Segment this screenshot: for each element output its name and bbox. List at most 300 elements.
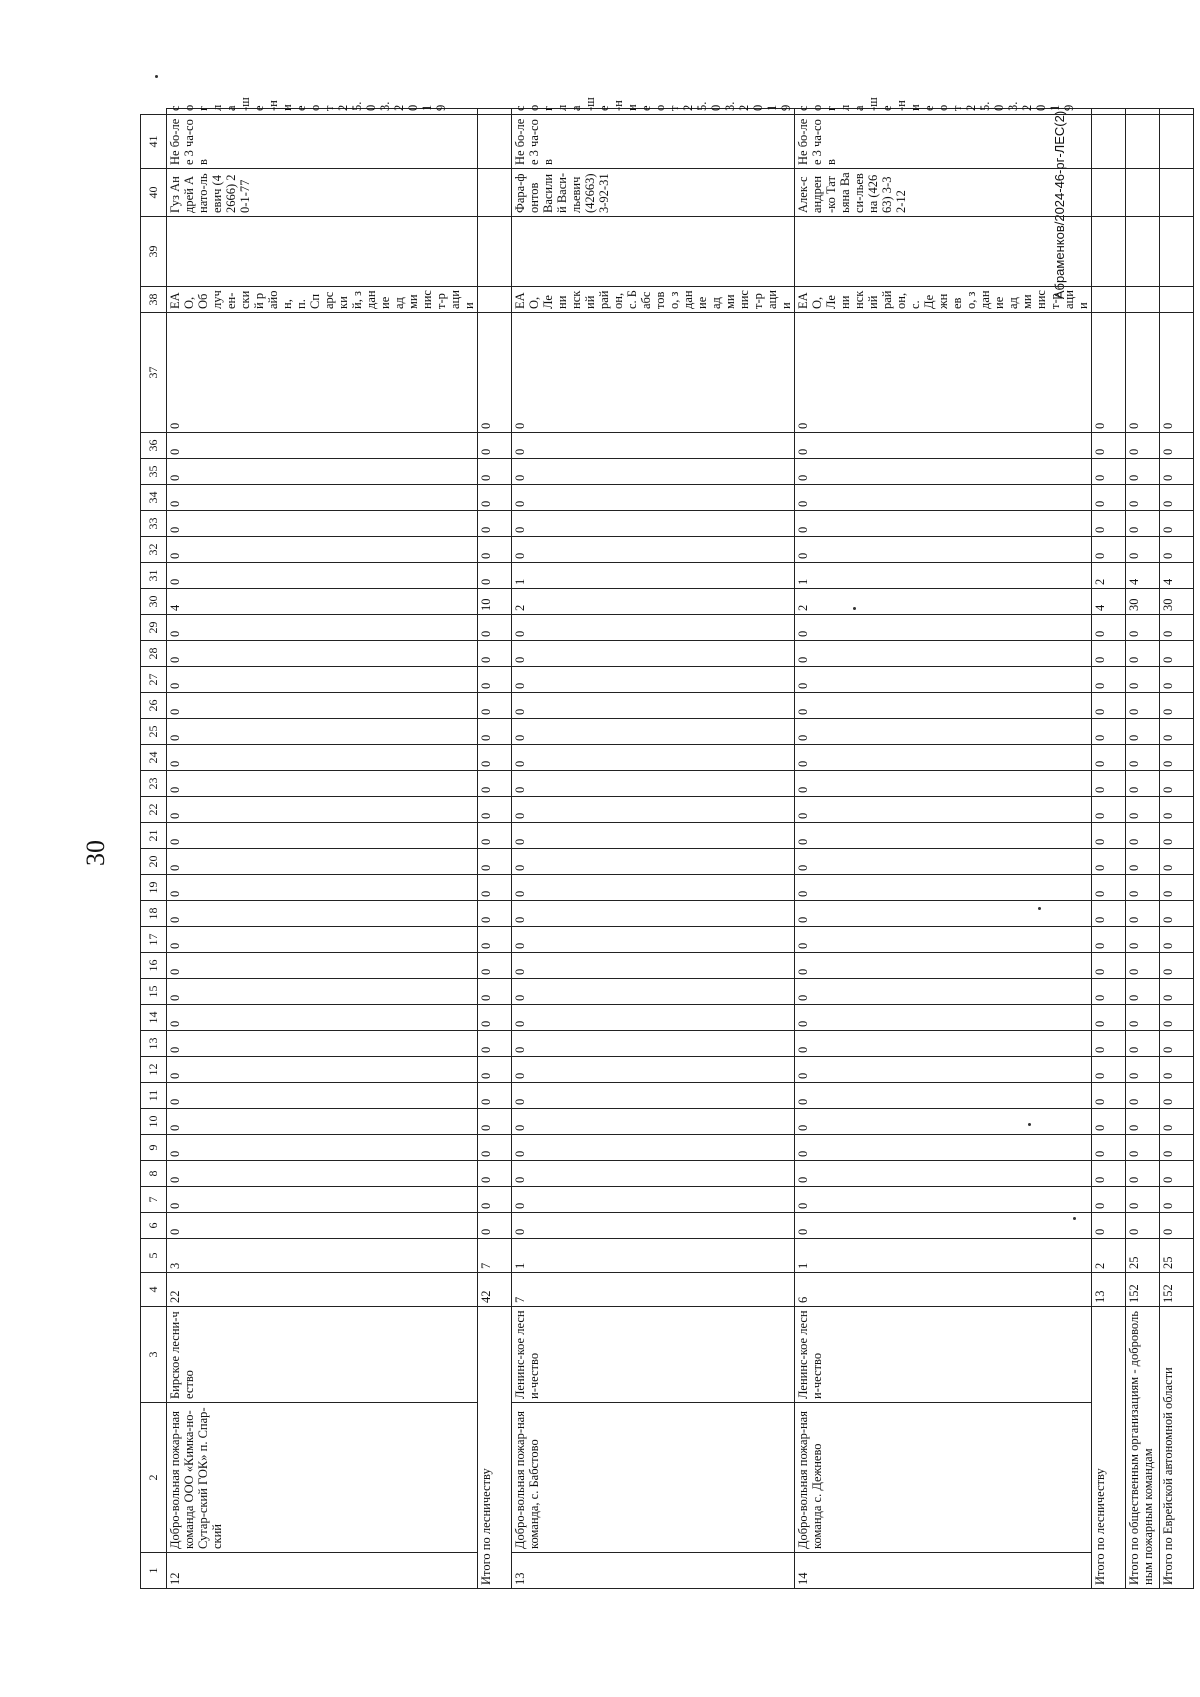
table-cell: 0 xyxy=(512,927,795,953)
table-cell: 0 xyxy=(167,901,478,927)
column-number: 3 xyxy=(141,1307,167,1403)
table-cell: 0 xyxy=(795,537,1092,563)
table-cell: 0 xyxy=(512,875,795,901)
table-cell xyxy=(167,217,478,287)
table-cell xyxy=(1092,169,1126,217)
column-number: 27 xyxy=(141,667,167,693)
table-cell: 0 xyxy=(1092,615,1126,641)
column-number: 29 xyxy=(141,615,167,641)
table-cell xyxy=(1126,169,1160,217)
table-cell: 0 xyxy=(1126,667,1160,693)
column-number: 4 xyxy=(141,1273,167,1307)
table-cell: 0 xyxy=(167,849,478,875)
table-cell: Ленинс-кое лесни-чество xyxy=(795,1307,1092,1403)
table-cell: 0 xyxy=(167,1161,478,1187)
table-cell: 0 xyxy=(512,537,795,563)
table-cell: 0 xyxy=(795,953,1092,979)
table-cell: Фара-фонтов Василий Васи-льевич (42663) 3-92-31 xyxy=(512,169,795,217)
table-cell: ЕАО, Ленинский район, с. Бабстово, здание админист-рации xyxy=(512,287,795,313)
table-cell: 0 xyxy=(1092,1031,1126,1057)
table-cell: 4 xyxy=(167,589,478,615)
table-cell: 0 xyxy=(478,537,512,563)
table-cell: 0 xyxy=(1160,1057,1194,1083)
table-cell: 0 xyxy=(1160,1135,1194,1161)
table-cell: 0 xyxy=(478,953,512,979)
table-cell: 0 xyxy=(167,1109,478,1135)
table-cell: 0 xyxy=(478,849,512,875)
table-cell: 0 xyxy=(512,511,795,537)
table-cell: 0 xyxy=(795,1057,1092,1083)
table-cell: 0 xyxy=(478,1083,512,1109)
table-cell: 0 xyxy=(167,667,478,693)
column-number: 24 xyxy=(141,745,167,771)
table-cell: согла-ше-ние от 25.03. 2019 xyxy=(512,109,795,115)
column-number: 10 xyxy=(141,1109,167,1135)
table-cell: 0 xyxy=(795,459,1092,485)
column-number: 16 xyxy=(141,953,167,979)
table-cell: 0 xyxy=(512,901,795,927)
table-cell xyxy=(1160,115,1194,169)
table-cell: 0 xyxy=(1160,1213,1194,1239)
table-cell xyxy=(1160,287,1194,313)
table-cell: 0 xyxy=(1160,313,1194,433)
table-cell: 0 xyxy=(1092,823,1126,849)
table-cell: 0 xyxy=(512,719,795,745)
table-cell xyxy=(478,169,512,217)
table-cell: 0 xyxy=(167,693,478,719)
table-cell: 0 xyxy=(478,797,512,823)
table-cell: 0 xyxy=(478,433,512,459)
table-cell: 0 xyxy=(512,953,795,979)
table-cell: 0 xyxy=(478,875,512,901)
column-number: 8 xyxy=(141,1161,167,1187)
table-cell: 0 xyxy=(478,1109,512,1135)
table-cell xyxy=(1092,217,1126,287)
table-cell: 0 xyxy=(478,459,512,485)
table-cell: 0 xyxy=(512,849,795,875)
column-number: 7 xyxy=(141,1187,167,1213)
table-cell: 0 xyxy=(1160,693,1194,719)
table-cell xyxy=(478,217,512,287)
table-cell: 0 xyxy=(1126,615,1160,641)
table-cell: Алек-сандрен-ко Татьяна Васи-льевна (42663) 3-32-12 xyxy=(795,169,1092,217)
table-cell: 0 xyxy=(167,875,478,901)
table-cell: 0 xyxy=(167,953,478,979)
table-row xyxy=(167,109,478,1589)
table-cell: 0 xyxy=(1092,641,1126,667)
table-cell: 0 xyxy=(167,745,478,771)
table-cell: 0 xyxy=(1160,927,1194,953)
table-cell: 2 xyxy=(1092,1239,1126,1273)
column-number: 17 xyxy=(141,927,167,953)
column-number: 23 xyxy=(141,771,167,797)
table-cell: 0 xyxy=(795,771,1092,797)
table-cell: 0 xyxy=(1126,745,1160,771)
table-cell: 0 xyxy=(1160,537,1194,563)
column-number: 18 xyxy=(141,901,167,927)
table-cell: 0 xyxy=(1092,313,1126,433)
table-cell: 0 xyxy=(795,1083,1092,1109)
table-cell: 0 xyxy=(167,927,478,953)
table-cell: Гуз Андрей Анато-льевич (42666) 20-1-77 xyxy=(167,169,478,217)
table-cell: 152 xyxy=(1160,1273,1194,1307)
column-number: 26 xyxy=(141,693,167,719)
table-cell: 0 xyxy=(478,1057,512,1083)
table-cell: 0 xyxy=(795,641,1092,667)
column-number: 1 xyxy=(141,1553,167,1589)
table-cell: согла-ше-ние от 25.03. 2019 xyxy=(167,109,478,115)
table-cell xyxy=(1092,115,1126,169)
table-cell: 0 xyxy=(1160,1031,1194,1057)
table-cell: 0 xyxy=(1126,797,1160,823)
table-cell: 0 xyxy=(1160,1005,1194,1031)
table-cell: 0 xyxy=(478,927,512,953)
table-cell: 0 xyxy=(795,693,1092,719)
table-cell: 0 xyxy=(478,1135,512,1161)
table-cell: 0 xyxy=(1160,771,1194,797)
column-number: 19 xyxy=(141,875,167,901)
table-cell: 0 xyxy=(1126,875,1160,901)
total-label: Итого по лесничеству xyxy=(478,1307,512,1589)
table-cell xyxy=(1126,287,1160,313)
table-cell: Не бо-лее 3 ча-сов xyxy=(512,115,795,169)
table-cell: 152 xyxy=(1126,1273,1160,1307)
table-cell: 0 xyxy=(1160,485,1194,511)
table-cell: 0 xyxy=(1126,693,1160,719)
column-number: 41 xyxy=(141,115,167,169)
table-cell: 0 xyxy=(795,849,1092,875)
table-cell: 42 xyxy=(478,1273,512,1307)
table-cell: 0 xyxy=(512,1213,795,1239)
table-cell: 0 xyxy=(478,1213,512,1239)
table-cell: 0 xyxy=(795,1213,1092,1239)
table-cell: 0 xyxy=(478,485,512,511)
table-cell: 1 xyxy=(795,1239,1092,1273)
table-cell: 0 xyxy=(1126,823,1160,849)
table-cell xyxy=(1126,109,1160,115)
table-cell: 0 xyxy=(1160,433,1194,459)
table-cell: 0 xyxy=(1126,1135,1160,1161)
table-cell: 0 xyxy=(167,511,478,537)
column-number: 9 xyxy=(141,1135,167,1161)
table-cell: 4 xyxy=(1092,589,1126,615)
table-cell: ЕАО, Ленинский район, с. Дежнево, здание админист-рации xyxy=(795,287,1092,313)
table-cell: 0 xyxy=(795,1161,1092,1187)
table-cell: 0 xyxy=(167,823,478,849)
table-cell: 0 xyxy=(512,771,795,797)
table-cell: 0 xyxy=(478,823,512,849)
column-number: 5 xyxy=(141,1239,167,1273)
table-cell: 0 xyxy=(478,771,512,797)
table-cell: 0 xyxy=(167,979,478,1005)
column-number: 36 xyxy=(141,433,167,459)
column-number: 32 xyxy=(141,537,167,563)
table-cell: 0 xyxy=(1092,745,1126,771)
row-number: 12 xyxy=(167,1553,478,1589)
table-cell: 0 xyxy=(795,313,1092,433)
table-cell: 0 xyxy=(167,537,478,563)
table-cell: 0 xyxy=(795,901,1092,927)
column-number: 13 xyxy=(141,1031,167,1057)
table-cell: 0 xyxy=(1160,823,1194,849)
column-number: 11 xyxy=(141,1083,167,1109)
table-cell: 0 xyxy=(512,1135,795,1161)
table-cell: 2 xyxy=(795,589,1092,615)
table-cell: 10 xyxy=(478,589,512,615)
table-cell: 25 xyxy=(1160,1239,1194,1273)
table-cell: 0 xyxy=(512,641,795,667)
table-cell: 0 xyxy=(478,901,512,927)
column-number: 35 xyxy=(141,459,167,485)
table-cell: Добро-вольная пожар-ная команда ООО «Кимка-но-Сутар-ский ГОК» п. Спар-ский xyxy=(167,1403,478,1553)
column-number: 21 xyxy=(141,823,167,849)
total-label: Итого по общественным организациям - добровольным пожарным командам xyxy=(1126,1307,1160,1589)
table-cell: 0 xyxy=(1092,1057,1126,1083)
table-cell: 0 xyxy=(1160,641,1194,667)
table-cell: 0 xyxy=(478,667,512,693)
table-cell: 0 xyxy=(1092,511,1126,537)
table-cell xyxy=(478,287,512,313)
table-cell: 0 xyxy=(1126,459,1160,485)
table-cell: 0 xyxy=(478,511,512,537)
table-cell: Добро-вольная пожар-ная команда с. Дежнево xyxy=(795,1403,1092,1553)
table-cell xyxy=(1160,217,1194,287)
table-cell: 13 xyxy=(1092,1273,1126,1307)
table-cell: 0 xyxy=(512,1109,795,1135)
table-cell: 0 xyxy=(1092,1005,1126,1031)
table-cell: 0 xyxy=(1126,433,1160,459)
table-cell: 0 xyxy=(1160,797,1194,823)
table-cell: 0 xyxy=(795,511,1092,537)
table-cell: Ленинс-кое лесни-чество xyxy=(512,1307,795,1403)
table-cell: 0 xyxy=(1126,771,1160,797)
table-cell xyxy=(1126,217,1160,287)
column-number: 25 xyxy=(141,719,167,745)
table-cell: 0 xyxy=(1092,537,1126,563)
table-cell: 0 xyxy=(167,1213,478,1239)
table-cell: 0 xyxy=(1092,927,1126,953)
table-cell: 0 xyxy=(512,823,795,849)
column-number: 30 xyxy=(141,589,167,615)
table-cell: 4 xyxy=(1160,563,1194,589)
table-cell: 0 xyxy=(1160,667,1194,693)
table-cell xyxy=(478,109,512,115)
table-cell xyxy=(1160,109,1194,115)
table-cell: 0 xyxy=(1092,797,1126,823)
column-number: 22 xyxy=(141,797,167,823)
table-cell: 0 xyxy=(1160,849,1194,875)
table-cell: 0 xyxy=(795,797,1092,823)
table-cell: 0 xyxy=(167,433,478,459)
table-cell: 0 xyxy=(1126,1161,1160,1187)
table-cell: 0 xyxy=(1160,459,1194,485)
column-number: 39 xyxy=(141,217,167,287)
table-cell xyxy=(1126,115,1160,169)
table-cell: 0 xyxy=(478,615,512,641)
table-cell: 0 xyxy=(1126,313,1160,433)
table-cell: 0 xyxy=(167,797,478,823)
column-number: 6 xyxy=(141,1213,167,1239)
table-cell: 0 xyxy=(795,1135,1092,1161)
column-number: 14 xyxy=(141,1005,167,1031)
table-cell: 0 xyxy=(1092,875,1126,901)
table-cell: 0 xyxy=(478,1031,512,1057)
table-cell: 0 xyxy=(1126,719,1160,745)
column-number: 34 xyxy=(141,485,167,511)
table-cell: 30 xyxy=(1160,589,1194,615)
table-cell: 30 xyxy=(1126,589,1160,615)
table-cell: 0 xyxy=(167,1031,478,1057)
total-row xyxy=(1126,109,1160,1589)
table-cell: 0 xyxy=(1160,1187,1194,1213)
table-cell: 0 xyxy=(1092,1161,1126,1187)
table-cell xyxy=(478,115,512,169)
table-cell: 2 xyxy=(512,589,795,615)
table-cell: 0 xyxy=(512,693,795,719)
table-cell xyxy=(512,217,795,287)
table-cell: 0 xyxy=(1160,1083,1194,1109)
table-cell: 0 xyxy=(167,641,478,667)
table-cell: 22 xyxy=(167,1273,478,1307)
table-cell: 0 xyxy=(1092,485,1126,511)
total-label: Итого по Еврейской автономной области xyxy=(1160,1307,1194,1589)
table-cell: 0 xyxy=(167,563,478,589)
table-cell xyxy=(1160,169,1194,217)
table-cell: 0 xyxy=(795,1187,1092,1213)
table-cell: 0 xyxy=(1126,1083,1160,1109)
table-cell: 0 xyxy=(795,719,1092,745)
table-cell: 6 xyxy=(795,1273,1092,1307)
table-cell: 0 xyxy=(167,485,478,511)
table-cell: 0 xyxy=(1126,927,1160,953)
table-cell xyxy=(1092,109,1126,115)
table-cell: 0 xyxy=(512,667,795,693)
table-cell: 0 xyxy=(1160,511,1194,537)
table-cell: 0 xyxy=(1126,1005,1160,1031)
table-cell: 0 xyxy=(512,485,795,511)
table-cell: 0 xyxy=(512,615,795,641)
table-cell: 0 xyxy=(512,459,795,485)
table-cell: 0 xyxy=(1160,1161,1194,1187)
table-cell: 7 xyxy=(512,1273,795,1307)
table-cell: 1 xyxy=(512,1239,795,1273)
page-number: 30 xyxy=(81,840,110,866)
row-number: 13 xyxy=(512,1553,795,1589)
table-cell: 0 xyxy=(1092,953,1126,979)
table-cell: 0 xyxy=(1160,745,1194,771)
table-cell: 0 xyxy=(1092,433,1126,459)
table-cell: 0 xyxy=(795,485,1092,511)
table-cell: ЕАО, Облучен-ский район, п. Спарский, здание админист-рации xyxy=(167,287,478,313)
table-cell: 0 xyxy=(478,641,512,667)
table-cell: согла-ше-ние от 25.03. 2019 xyxy=(795,109,1092,115)
table-cell: 0 xyxy=(1092,979,1126,1005)
table-cell: 0 xyxy=(478,563,512,589)
table-cell: 0 xyxy=(1160,615,1194,641)
table-cell: 0 xyxy=(512,1057,795,1083)
table-cell: 0 xyxy=(1126,1187,1160,1213)
table-cell: 0 xyxy=(1126,511,1160,537)
table-cell: 0 xyxy=(167,1135,478,1161)
total-label: Итого по лесничеству xyxy=(1092,1307,1126,1589)
table-cell: 0 xyxy=(795,875,1092,901)
table-cell: 0 xyxy=(1126,485,1160,511)
table-cell: 0 xyxy=(1126,537,1160,563)
table-cell: 0 xyxy=(478,693,512,719)
table-cell: 0 xyxy=(1092,1083,1126,1109)
table-cell: 0 xyxy=(167,771,478,797)
table-cell: 0 xyxy=(1126,979,1160,1005)
table-cell: 0 xyxy=(1126,1057,1160,1083)
table-cell: Не бо-лее 3 ча-сов xyxy=(795,115,1092,169)
column-number: 40 xyxy=(141,169,167,217)
table-cell: 25 xyxy=(1126,1239,1160,1273)
table-cell: 0 xyxy=(795,433,1092,459)
table-cell: 2 xyxy=(1092,563,1126,589)
total-row xyxy=(1092,109,1126,1589)
table-cell: 0 xyxy=(795,1109,1092,1135)
table-cell: 0 xyxy=(512,745,795,771)
table-cell: 0 xyxy=(167,1083,478,1109)
table-cell: 0 xyxy=(795,745,1092,771)
table-cell: 0 xyxy=(512,1083,795,1109)
table-cell: 4 xyxy=(1126,563,1160,589)
table-cell: 0 xyxy=(1126,901,1160,927)
table-cell: 0 xyxy=(1126,953,1160,979)
table-cell: 0 xyxy=(512,433,795,459)
column-number: 15 xyxy=(141,979,167,1005)
column-number: 38 xyxy=(141,287,167,313)
table-cell: 0 xyxy=(795,615,1092,641)
fire-brigade-table xyxy=(140,97,1194,1589)
document-code: Абраменков/2024-46-рг-ЛЕС(2) xyxy=(1052,110,1067,300)
table-cell: 1 xyxy=(512,563,795,589)
table-cell: 0 xyxy=(478,979,512,1005)
table-cell xyxy=(795,217,1092,287)
table-cell: 0 xyxy=(1092,1213,1126,1239)
table-cell: 0 xyxy=(1092,1135,1126,1161)
column-number: 31 xyxy=(141,563,167,589)
table-cell: 0 xyxy=(512,1005,795,1031)
table-cell: 0 xyxy=(512,313,795,433)
table-cell: 0 xyxy=(795,823,1092,849)
table-cell: 0 xyxy=(512,1031,795,1057)
column-number-row xyxy=(141,109,167,1589)
table-cell: 0 xyxy=(1126,1109,1160,1135)
table-cell: 0 xyxy=(1092,459,1126,485)
table-cell: 0 xyxy=(795,1031,1092,1057)
table-cell xyxy=(1092,287,1126,313)
table-cell: 7 xyxy=(478,1239,512,1273)
table-cell: 0 xyxy=(1092,667,1126,693)
table-cell: 0 xyxy=(1126,641,1160,667)
column-number: 20 xyxy=(141,849,167,875)
table-cell: Добро-вольная пожар-ная команда, с. Бабстово xyxy=(512,1403,795,1553)
table-cell: 0 xyxy=(1160,719,1194,745)
column-number: 37 xyxy=(141,313,167,433)
table-cell: 0 xyxy=(478,1005,512,1031)
table-cell: 0 xyxy=(512,1161,795,1187)
table-cell: 0 xyxy=(478,313,512,433)
table-cell: 0 xyxy=(478,745,512,771)
table-cell: 0 xyxy=(167,615,478,641)
table-cell: 0 xyxy=(1160,953,1194,979)
row-number: 14 xyxy=(795,1553,1092,1589)
column-number: 28 xyxy=(141,641,167,667)
column-number: 33 xyxy=(141,511,167,537)
table-cell: 0 xyxy=(1160,979,1194,1005)
total-row xyxy=(1160,109,1194,1589)
